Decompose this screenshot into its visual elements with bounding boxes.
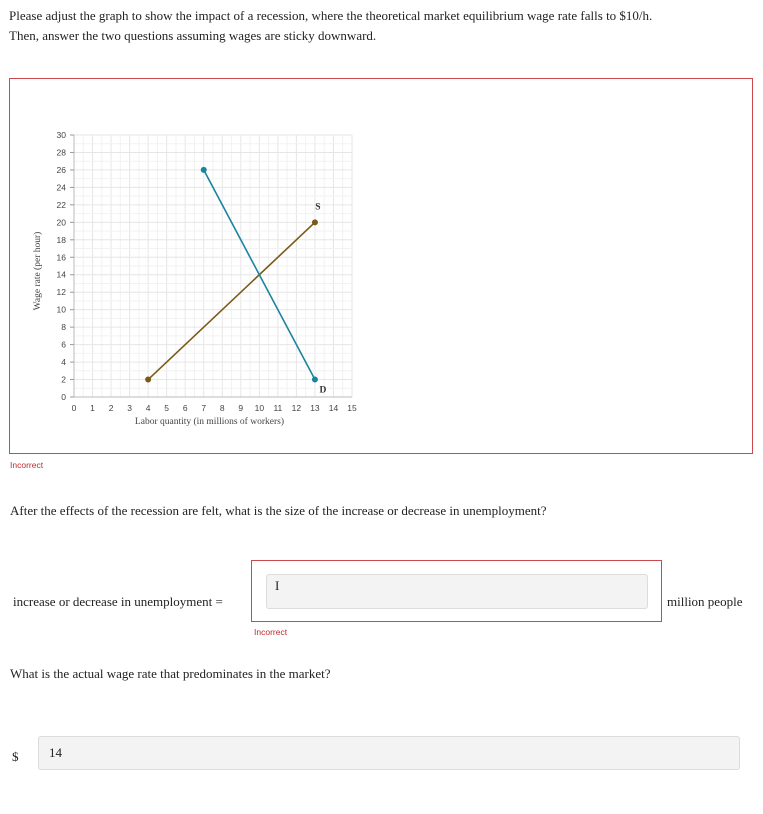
- instructions-line-1: Please adjust the graph to show the impact of a recession, where the theoretical market equilibrium wage rate falls to $10/h.: [9, 8, 653, 23]
- x-tick-label: 9: [238, 403, 244, 413]
- x-tick-label: 8: [219, 403, 225, 413]
- answer-1-status: Incorrect: [254, 627, 288, 637]
- y-tick-label: 8: [61, 322, 66, 333]
- y-tick-label: 16: [56, 252, 66, 263]
- demand-curve-handle[interactable]: [201, 167, 207, 173]
- supply-curve-handle[interactable]: [145, 377, 151, 383]
- answer-1-container: [251, 560, 662, 637]
- y-tick-label: 30: [56, 130, 66, 140]
- x-tick-label: 7: [201, 403, 207, 413]
- x-tick-label: 1: [90, 403, 95, 413]
- supply-curve-handle[interactable]: [312, 219, 318, 225]
- graph-panel[interactable]: [9, 78, 753, 454]
- y-tick-label: 2: [61, 374, 66, 385]
- x-tick-label: 4: [145, 403, 151, 413]
- demand-curve-handle[interactable]: [312, 377, 318, 383]
- y-axis-label: Wage rate (per hour): [33, 231, 43, 311]
- wage-rate-input[interactable]: [38, 736, 740, 770]
- y-tick-label: 18: [56, 234, 66, 245]
- y-tick-label: 12: [56, 287, 66, 298]
- y-tick-label: 6: [61, 339, 66, 350]
- unemployment-unit: million people: [667, 594, 743, 609]
- y-tick-label: 22: [56, 199, 66, 210]
- y-tick-label: 4: [61, 357, 66, 368]
- supply-curve-label: S: [315, 202, 321, 213]
- y-tick-label: 26: [56, 164, 66, 175]
- x-tick-label: 2: [108, 403, 114, 413]
- x-tick-label: 14: [328, 403, 339, 413]
- unemployment-change-input[interactable]: [266, 574, 648, 609]
- unemployment-label: increase or decrease in unemployment =: [13, 594, 223, 609]
- x-tick-label: 0: [71, 403, 77, 413]
- x-tick-label: 10: [254, 403, 265, 413]
- x-tick-label: 12: [291, 403, 302, 413]
- y-tick-label: 24: [56, 182, 66, 193]
- x-tick-label: 11: [273, 403, 283, 413]
- x-tick-label: 6: [182, 403, 188, 413]
- y-tick-label: 10: [56, 304, 66, 315]
- y-tick-label: 14: [56, 269, 66, 280]
- instructions-line-2: Then, answer the two questions assuming wages are sticky downward.: [9, 28, 377, 43]
- currency-symbol: $: [12, 749, 19, 764]
- x-tick-label: 3: [127, 403, 132, 413]
- question-2-text: What is the actual wage rate that predominates in the market?: [10, 666, 331, 681]
- demand-curve-label: D: [319, 385, 327, 396]
- labor-market-graph[interactable]: [10, 79, 752, 453]
- x-tick-label: 13: [310, 403, 320, 413]
- x-tick-label: 15: [347, 403, 357, 413]
- graph-status: Incorrect: [10, 460, 44, 470]
- y-tick-label: 20: [56, 217, 66, 228]
- x-axis-label: Labor quantity (in millions of workers): [134, 417, 285, 427]
- y-tick-label: 28: [56, 147, 66, 158]
- x-tick-label: 5: [164, 403, 170, 413]
- instructions: [9, 6, 749, 46]
- question-1-text: After the effects of the recession are felt, what is the size of the increase or decrease in unemployment?: [10, 503, 547, 518]
- y-tick-label: 0: [61, 392, 66, 402]
